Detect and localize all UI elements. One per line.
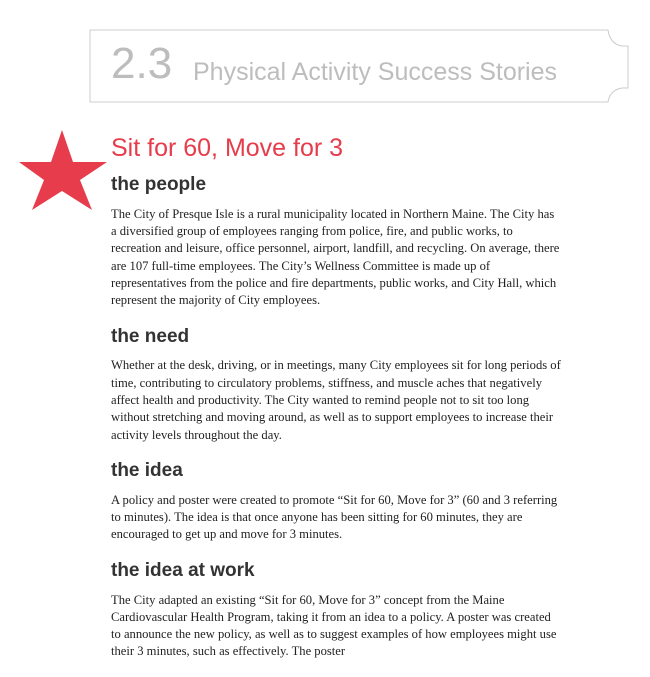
section-title: Physical Activity Success Stories <box>193 58 558 86</box>
section-the-idea-at-work <box>111 560 561 661</box>
section-paragraph: The City of Presque Isle is a rural municipality located in Northern Maine. The City has a diversified group of employees ranging from police, fire, and public works, to recreation and leisure, office personnel, airport, landfill, and recycling. On average, there are 107 full-time employees. The City’s Wellness Committee is made up of representatives from the police and fire departments, public works, and City Hall, which represent the majority of City employees. <box>111 206 560 308</box>
section-paragraph: The City adapted an existing “Sit for 60, Move for 3” concept from the Maine Cardiovascular Health Program, taking it from an idea to a policy. A poster was created to announce the new policy, as well as to suggest examples of how employees might use their 3 minutes, such as effectively. The poster <box>111 592 557 659</box>
story-title: Sit for 60, Move for 3 <box>111 134 344 162</box>
section-paragraph: A policy and poster were created to promote “Sit for 60, Move for 3” (60 and 3 referring to minutes). The idea is that once anyone has been sitting for 60 minutes, they are encouraged to get up and move for 3 minutes. <box>111 492 558 542</box>
section-the-need <box>111 326 561 444</box>
section-the-people <box>111 174 561 310</box>
header-frame <box>0 0 650 110</box>
section-heading: the need <box>111 325 190 347</box>
section-the-idea <box>111 460 561 544</box>
section-heading: the idea at work <box>111 559 255 581</box>
story-content <box>111 174 561 677</box>
section-heading: the idea <box>111 459 183 481</box>
section-number: 2.3 <box>111 39 173 88</box>
section-heading: the people <box>111 174 207 195</box>
section-paragraph: Whether at the desk, driving, or in meetings, many City employees sit for long periods of time, contributing to circulatory problems, stiffness, and muscle aches that negatively affect health and productivity. The City wanted to remind people not to sit too long without stretching and moving around, as well as to support employees to increase their activity levels throughout the day. <box>111 358 561 442</box>
red-star-icon <box>18 128 108 210</box>
